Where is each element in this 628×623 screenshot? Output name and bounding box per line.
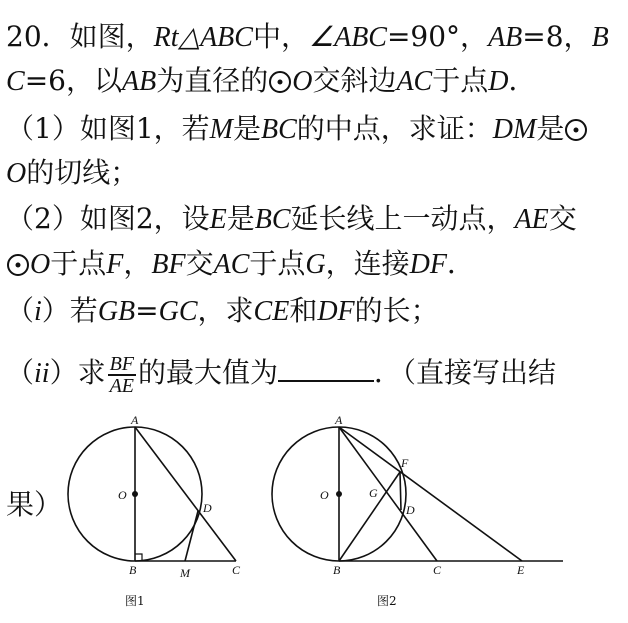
label-o: O bbox=[118, 488, 127, 502]
label-f: F bbox=[401, 456, 409, 470]
math: Rt bbox=[153, 22, 179, 53]
center-dot bbox=[336, 491, 342, 497]
math: M bbox=[209, 114, 233, 145]
math: GC bbox=[158, 296, 198, 327]
circle-dot-icon bbox=[269, 71, 291, 93]
math: AC bbox=[396, 66, 433, 97]
segment-ae bbox=[339, 427, 522, 561]
label-a: A bbox=[131, 413, 139, 427]
text: 是 bbox=[536, 112, 565, 145]
math: O bbox=[30, 249, 51, 280]
text: 交斜边 bbox=[312, 64, 397, 97]
math: BF bbox=[151, 249, 186, 280]
fraction bbox=[108, 354, 136, 396]
math: i bbox=[34, 296, 42, 327]
part1-line-2 bbox=[6, 156, 138, 191]
text: 是 bbox=[226, 202, 255, 235]
math: CE bbox=[253, 296, 290, 327]
text: ，连接 bbox=[325, 247, 410, 280]
math: DF bbox=[317, 296, 355, 327]
label-c: C bbox=[433, 563, 442, 577]
circle-dot-icon bbox=[7, 254, 29, 276]
text: 果） bbox=[6, 488, 63, 521]
text: ．（直接写出结 bbox=[374, 356, 557, 389]
text: 于点 bbox=[249, 247, 306, 280]
text: ）求 bbox=[49, 356, 106, 389]
math: C bbox=[6, 66, 25, 97]
math: AB bbox=[488, 22, 523, 53]
text: （1）如图1，若 bbox=[6, 112, 210, 145]
label-m: M bbox=[180, 566, 190, 580]
label-b: B bbox=[129, 563, 137, 577]
label-g: G bbox=[369, 486, 378, 500]
center-dot bbox=[132, 491, 138, 497]
text: 如图， bbox=[69, 20, 154, 53]
text: 的长； bbox=[354, 294, 439, 327]
text: 延长线上一动点， bbox=[290, 202, 515, 235]
math: ii bbox=[34, 358, 50, 389]
math: AB bbox=[121, 66, 157, 97]
math: O bbox=[292, 66, 313, 97]
text: 交 bbox=[185, 247, 214, 280]
text: 的最大值为 bbox=[138, 356, 279, 389]
text: （2）如图2，设 bbox=[6, 202, 210, 235]
sub-ii-line-2 bbox=[6, 488, 62, 522]
label-o: O bbox=[320, 488, 329, 502]
math: D bbox=[488, 66, 509, 97]
label-d: D bbox=[203, 501, 212, 515]
segment-df bbox=[400, 472, 401, 510]
text: =90°， bbox=[386, 20, 489, 53]
text: 为直径的 bbox=[156, 64, 269, 97]
part2-line-2 bbox=[6, 247, 475, 282]
text: =6，以 bbox=[24, 64, 122, 97]
sub-ii-line bbox=[6, 348, 556, 399]
text: （ bbox=[6, 356, 35, 389]
problem-line-2 bbox=[6, 64, 537, 99]
text: 的切线； bbox=[26, 156, 139, 189]
part2-line-1 bbox=[6, 202, 577, 237]
text: ． bbox=[508, 64, 537, 97]
math: BC bbox=[260, 114, 297, 145]
fraction-denominator: AE bbox=[109, 374, 135, 397]
math: AE bbox=[514, 204, 549, 235]
problem-number: 20． bbox=[6, 20, 70, 53]
math: F bbox=[106, 249, 124, 280]
text: 于点 bbox=[50, 247, 107, 280]
math: △ABC bbox=[178, 22, 253, 53]
label-d: D bbox=[406, 503, 415, 517]
math: BC bbox=[254, 204, 291, 235]
math: DF bbox=[409, 249, 447, 280]
segment-ac bbox=[135, 427, 236, 561]
text: 和 bbox=[289, 294, 318, 327]
circle-dot-icon bbox=[565, 119, 587, 141]
label-e: E bbox=[517, 563, 525, 577]
text: 于点 bbox=[432, 64, 489, 97]
figure-caption: 图1 bbox=[125, 594, 145, 608]
text: ，求 bbox=[197, 294, 254, 327]
text: 中， bbox=[252, 20, 309, 53]
text: 的中点，求证： bbox=[296, 112, 493, 145]
math: GB bbox=[97, 296, 136, 327]
label-c: C bbox=[232, 563, 241, 577]
math: DM bbox=[492, 114, 537, 145]
answer-blank[interactable] bbox=[278, 352, 374, 382]
text: ， bbox=[123, 247, 152, 280]
figure-caption: 图2 bbox=[377, 594, 397, 608]
math: B bbox=[591, 22, 609, 53]
text: = bbox=[135, 294, 159, 327]
fraction-numerator: BF bbox=[109, 352, 135, 375]
text: （ bbox=[6, 294, 35, 327]
label-a: A bbox=[335, 413, 343, 427]
text: 交 bbox=[548, 202, 577, 235]
figure-2 bbox=[265, 412, 565, 612]
math: E bbox=[209, 204, 227, 235]
text: ． bbox=[446, 247, 475, 280]
problem-line-1 bbox=[6, 20, 609, 55]
math: G bbox=[305, 249, 326, 280]
math: O bbox=[6, 158, 27, 189]
sub-i-line bbox=[6, 294, 439, 329]
text: ）若 bbox=[41, 294, 98, 327]
math: ∠ABC bbox=[308, 22, 387, 53]
text: =8， bbox=[522, 20, 592, 53]
label-b: B bbox=[333, 563, 341, 577]
part1-line-1 bbox=[6, 112, 588, 147]
math: AC bbox=[213, 249, 250, 280]
figure-1 bbox=[60, 412, 260, 612]
text: 是 bbox=[232, 112, 261, 145]
